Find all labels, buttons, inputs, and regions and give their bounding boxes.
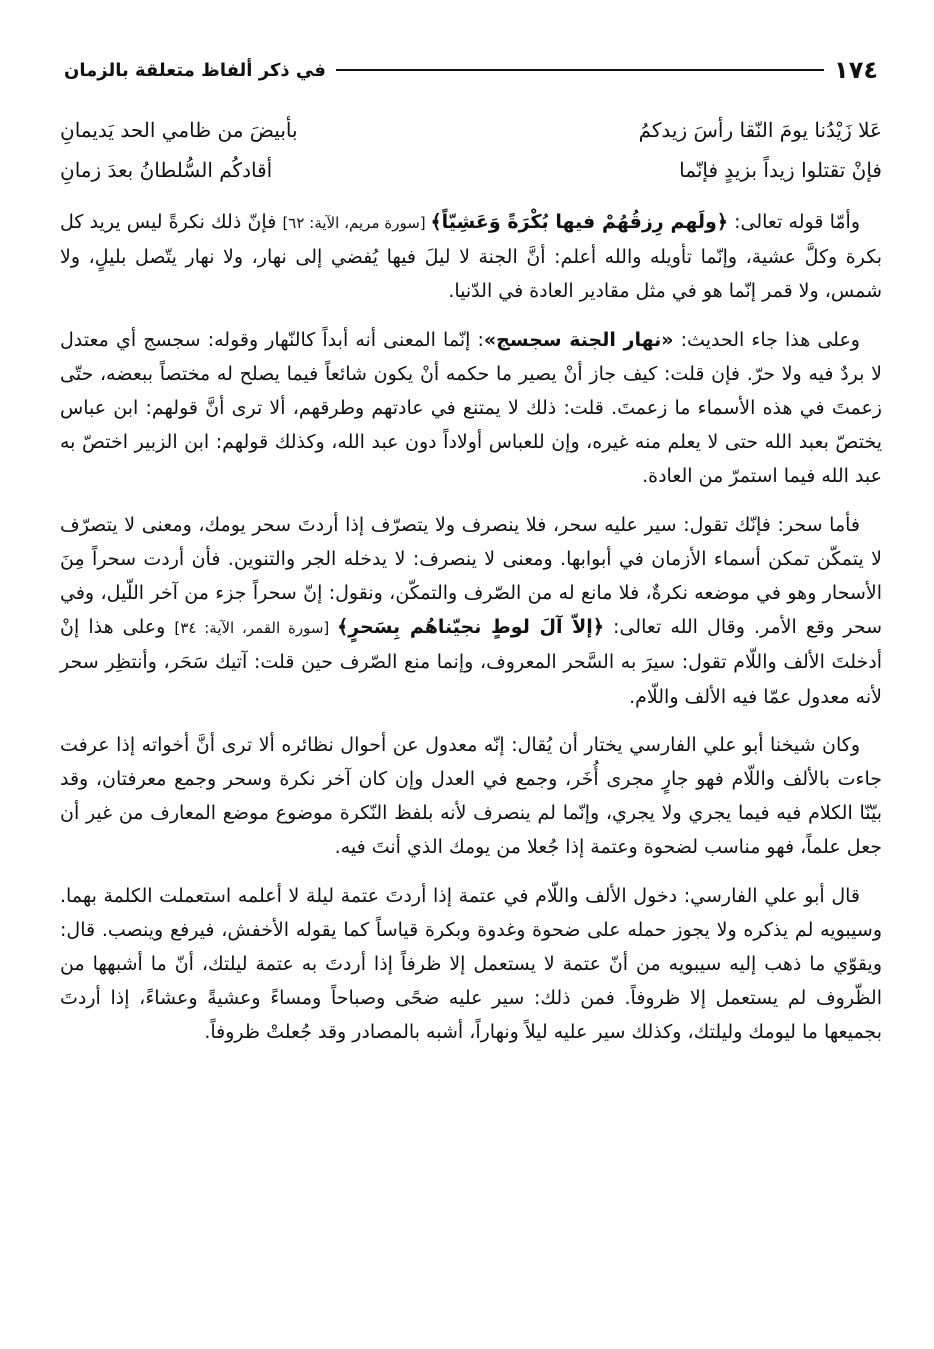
text-run: وعلى هذا جاء الحديث: [673, 328, 860, 351]
citation: [سورة مريم، الآية: ٦٢] [282, 214, 431, 232]
text-run: وكان شيخنا أبو علي الفارسي يختار أن يُقال: إنّه معدول عن أحوال نظائره ألا ترى أنَّ أخواته إذا عرفت جاءت بالألف واللّام فهو جارٍ مجرى أُخَر، وجمع في العدل وإن كان آخر نكرة وسحر وجمع معرفتان، وقد بيّنّا الكلام فيه فيما يجري ولا يجري، وإنّما لم ينصرف لأنه بلفظ النّكرة موضوع موضع المعارف من غير أن جعل علماً، فهو مناسب لضحوة وعتمة إذا جُعلا من يومك الذي أنتَ فيه. [60, 733, 882, 859]
paragraph [60, 205, 882, 309]
citation: [سورة القمر، الآية: ٣٤] [174, 619, 338, 638]
verse-first-hemistich: فإنْ تقتلوا زيداً بزيدٍ فإنّما [679, 158, 882, 182]
text-run: : إنّما المعنى أنه أبداً كالنّهار وقوله: سجسج أي معتدل لا بردٌ فيه ولا حرّ. فإن قلت: كيف جاز أنْ يصير ما حكمه أنْ يكون شائعاً فيما يصلح له مختصاً ببعضه، حتّى زعمتَ في هذه الأسماء ما زعمتَ. قلت: ذلك لا يمتنع في عادتهم وطرقهم، ألا ترى أنَّ قولهم: ابن عباس يختصّ بعبد الله حتى لا يعلم منه غيره، وإن للعباس أولاداً دون عبد الله، وكذلك قولهم: ابن الزبير اختصّ به عبد الله فيما استمرّ من العادة. [60, 328, 882, 488]
running-title: في ذكر ألفاظ متعلقة بالزمان [64, 59, 326, 81]
verse-second-hemistich: أقادكُم السُّلطانُ بعدَ زمانِ [60, 158, 273, 182]
paragraph [60, 879, 882, 1050]
text-run: وعلى هذا إنْ أدخلتَ الألف واللّام تقول: سيرَ به السَّحر المعروف، وإنما منع الصّرف حين قلت: آتيك سَحَر، وأنتظِر سحر لأنه معدول عمّا فيه الألف واللّام. [60, 616, 882, 708]
paragraph [60, 508, 882, 714]
paragraph [60, 728, 882, 865]
quran-quote: ﴿إلاّ آلَ لوطٍ نجيّناهُم بِسَحرٍ﴾ [337, 616, 604, 639]
page-header [64, 50, 878, 90]
body-text [60, 205, 882, 1064]
quran-quote: ﴿ولَهم رِزقُهُمْ فيها بُكْرَةً وَعَشِيّاً﴾ [430, 211, 728, 233]
verse-first-hemistich: عَلا زَيْدُنا يومَ النّقا رأسَ زيدكمُ [638, 118, 882, 142]
hadith-quote: «نهار الجنة سجسج» [483, 328, 674, 351]
verse-line [60, 110, 882, 150]
text-run: فإنّ ذلك نكرةً ليس يريد كل بكرة وكلَّ عشية، وإنّما تأويله والله أعلم: أنَّ الجنة لا ليلَ فيها يُفضي إلى نهار، ولا نهار يتّصل بليلٍ، ولا شمس، ولا قمر إنّما هو في مثل مقادير العادة في الدّنيا. [60, 211, 882, 303]
text-run: وأمّا قوله تعالى: [727, 211, 860, 233]
text-run: قال أبو علي الفارسي: دخول الألف واللّام في عتمة إذا أردتَ عتمة ليلة لا أعلمه استعملت الكلمة بهما. وسيبويه لم يذكره ولا يجوز حمله على ضحوة وغدوة وبكرة قياساً كما يقوله الأخفش، فيرفع وينصب. قال: ويقوّي ما ذهب إليه سيبويه من أنّ عتمة لا يستعمل إلا ظرفاً إذا أردتَ به عتمة ليلتك، أنّ ما أشبهها من الظّروف لم يستعمل إلا ظروفاً. فمن ذلك: سير عليه ضحًى وصباحاً ومساءً وعشيةً وعشاءً، إذا أردتَ بجميعها ما ليومك وليلتك، وكذلك سير عليه ليلاً ونهاراً، أشبه بالمصادر وقد جُعلتْ ظروفاً. [60, 884, 882, 1044]
page-number: ١٧٤ [834, 56, 878, 84]
verse-line [60, 150, 882, 190]
poem-verses [60, 110, 882, 190]
text-run: فأما سحر: فإنّك تقول: سير عليه سحر، فلا ينصرف ولا يتصرّف إذا أردتَ سحر يومك، ومعنى لا يتصرّف لا يتمكّن تمكن أسماء الأزمان في أبوابها. ومعنى لا ينصرف: لا يدخله الجر والتنوين. فأن أردت سحراً مِنَ الأسحار وهو في موضعه نكرةٌ، فلا مانع له من الصّرف والتمكّن، ونقول: إنّ سحراً جزء من آخر اللّيل، وفي سحر وقع الأمر. وقال الله تعالى: [60, 513, 883, 639]
verse-second-hemistich: بأبيضَ من ظامي الحد يَديمانِ [60, 118, 298, 142]
header-rule [336, 69, 824, 71]
paragraph [60, 323, 882, 494]
